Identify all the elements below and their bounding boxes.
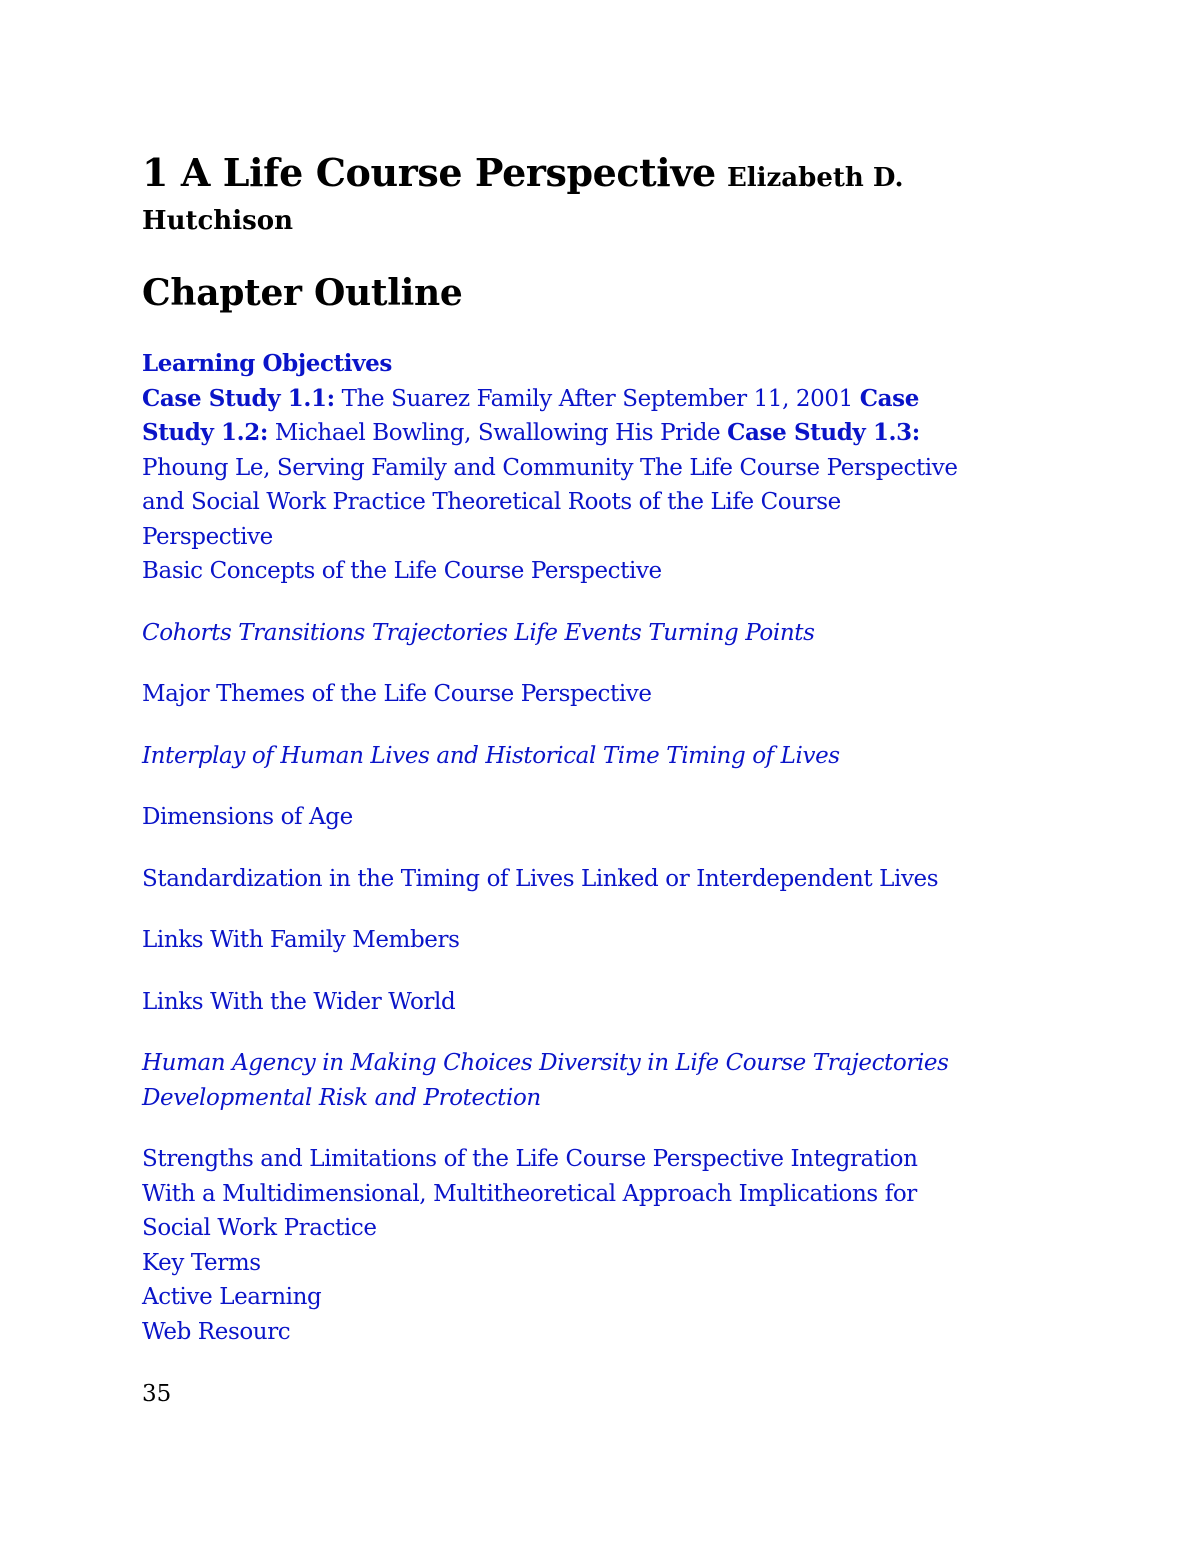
- case-study-2-title: Michael Bowling, Swallowing His Pride: [267, 420, 728, 446]
- page-number: 35: [142, 1381, 172, 1407]
- case-study-3-title-a: Phoung Le, Serving Family and Community The Life Course Perspective: [142, 454, 958, 481]
- chapter-outline-title: Chapter Outline: [142, 272, 463, 314]
- case-study-1-label: Case Study 1.1:: [142, 384, 335, 412]
- table-of-contents: [142, 347, 1042, 1349]
- author-name-continued: Hutchison: [142, 206, 293, 236]
- toc-strengths-line-2: With a Multidimensional, Multitheoretical Approach Implications for: [142, 1180, 917, 1207]
- case-study-3-label: Case Study 1.3:: [727, 419, 920, 446]
- chapter-title: 1 A Life Course Perspective: [142, 150, 716, 195]
- document-page: [142, 150, 1042, 1411]
- toc-strengths-line-3: Social Work Practice: [142, 1215, 377, 1241]
- toc-standardization[interactable]: Standardization in the Timing of Lives Linked or Interdependent Lives: [142, 865, 939, 892]
- toc-key-terms[interactable]: Key Terms: [142, 1249, 261, 1276]
- author-name: Elizabeth D.: [726, 163, 904, 193]
- toc-strengths[interactable]: [142, 1142, 1042, 1246]
- toc-strengths-line-1: Strengths and Limitations of the Life Course Perspective Integration: [142, 1146, 918, 1172]
- toc-agency-line-1: Human Agency in Making Choices Diversity in Life Course Trajectories: [142, 1050, 949, 1076]
- chapter-heading: [142, 150, 1042, 241]
- toc-concepts-subsections[interactable]: Cohorts Transitions Trajectories Life Events Turning Points: [142, 619, 815, 646]
- case-study-1-title: The Suarez Family After September 11, 2001: [334, 385, 860, 412]
- toc-links-world[interactable]: Links With the Wider World: [142, 988, 456, 1015]
- toc-case-studies[interactable]: [142, 382, 1042, 555]
- toc-web-resources[interactable]: Web Resourc: [142, 1318, 291, 1345]
- toc-agency-subsections[interactable]: [142, 1046, 1042, 1115]
- toc-basic-concepts[interactable]: Basic Concepts of the Life Course Perspective: [142, 558, 662, 584]
- toc-learning-objectives[interactable]: Learning Objectives: [142, 350, 392, 377]
- case-study-3-title-b: and Social Work Practice Theoretical Roots of the Life Course: [142, 489, 841, 515]
- case-study-2-label-b: Study 1.2:: [142, 419, 268, 446]
- toc-active-learning[interactable]: Active Learning: [142, 1284, 322, 1310]
- toc-themes-subsections[interactable]: Interplay of Human Lives and Historical Time Timing of Lives: [142, 742, 840, 769]
- case-study-2-label-a: Case: [859, 384, 919, 412]
- toc-major-themes[interactable]: Major Themes of the Life Course Perspective: [142, 681, 652, 707]
- case-study-3-title-c: Perspective: [142, 523, 273, 550]
- toc-links-family[interactable]: Links With Family Members: [142, 927, 460, 953]
- toc-agency-line-2: Developmental Risk and Protection: [142, 1084, 541, 1111]
- toc-dimensions-of-age[interactable]: Dimensions of Age: [142, 804, 353, 830]
